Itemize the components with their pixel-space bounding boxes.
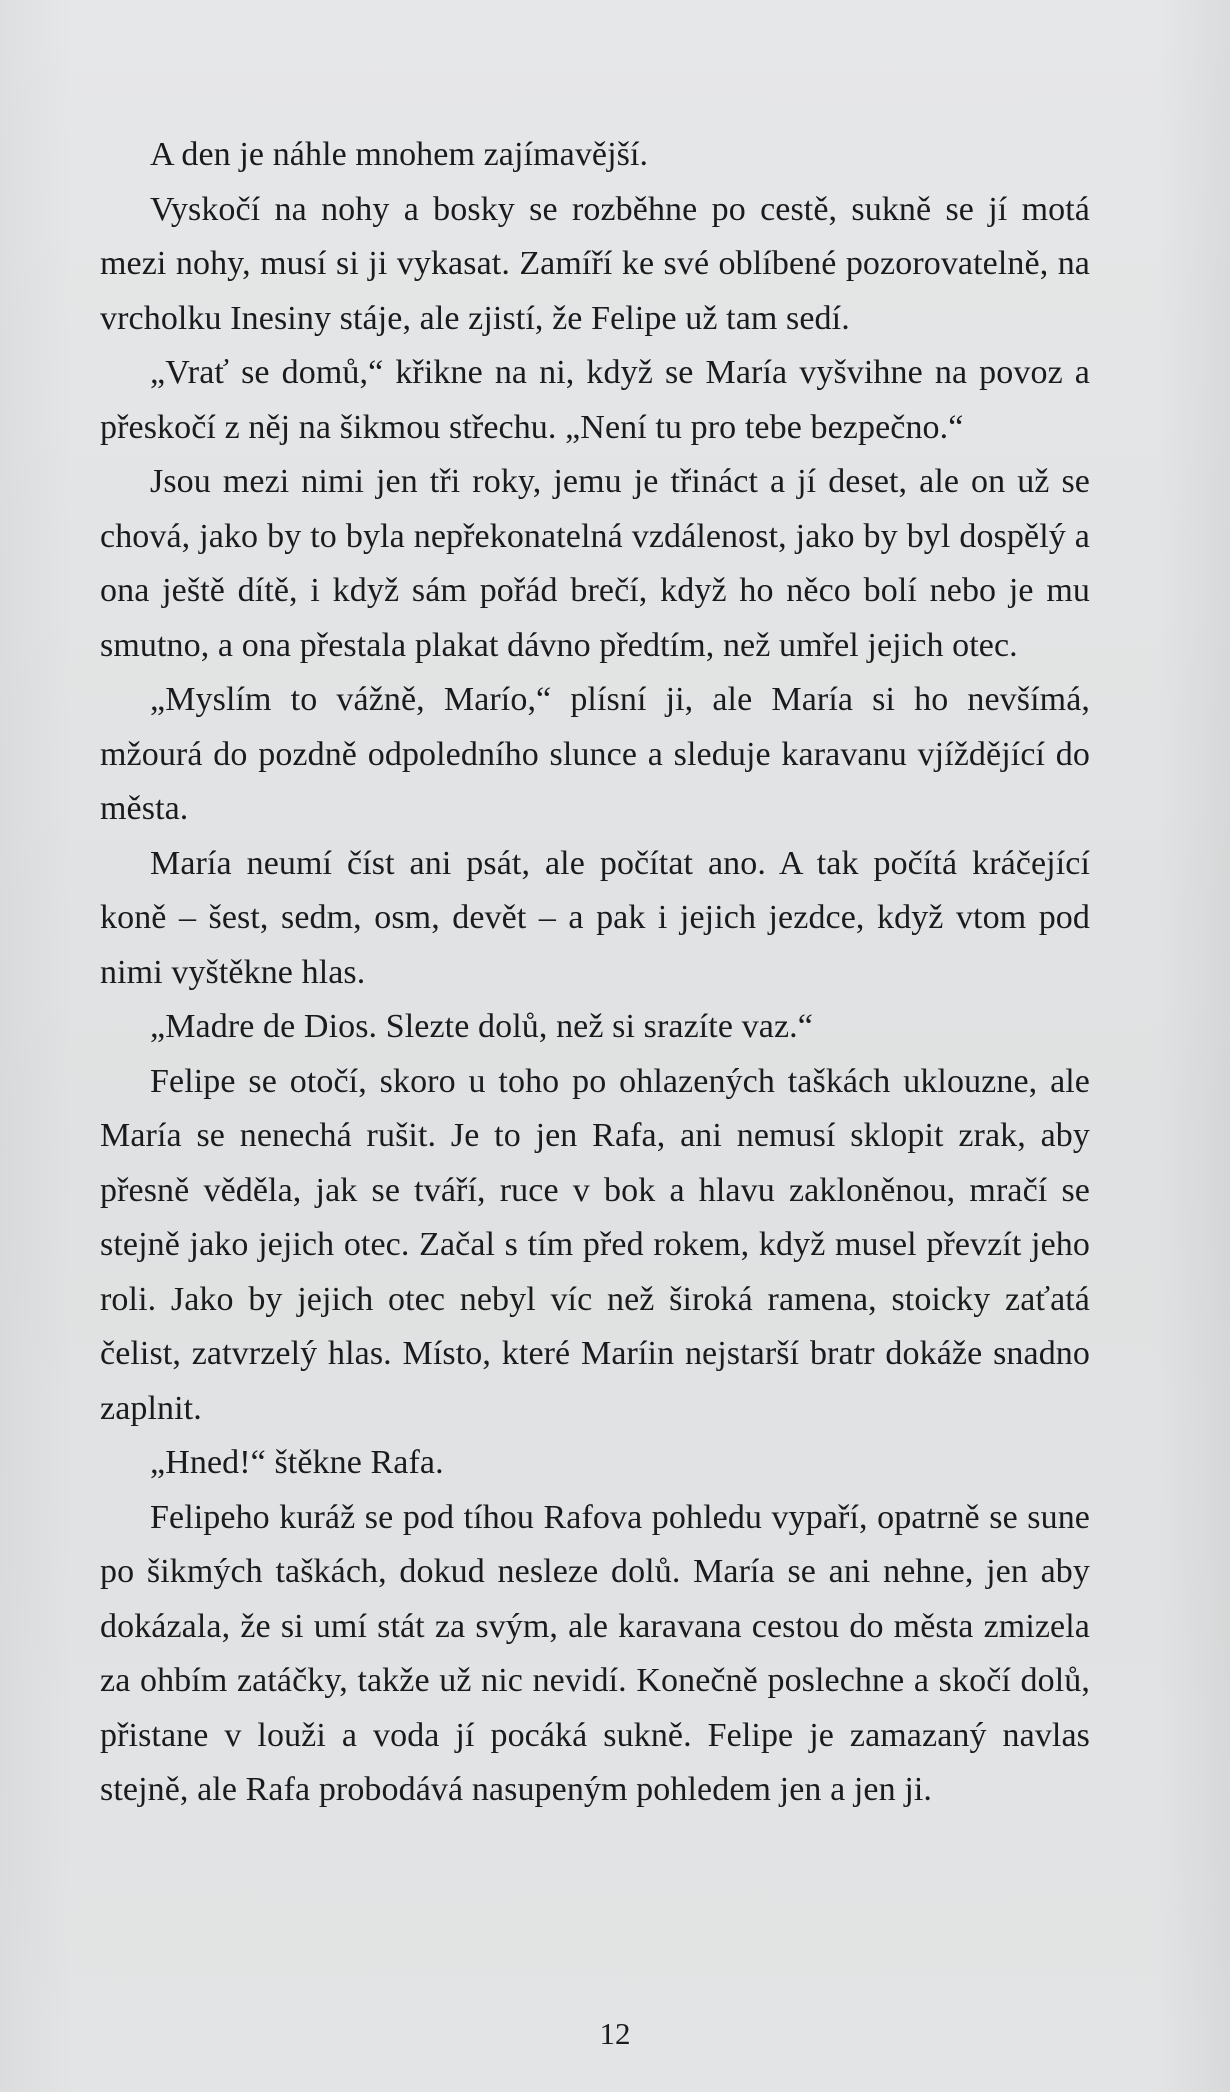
paragraph: „Hned!“ štěkne Rafa.: [150, 1444, 444, 1481]
body-text: [100, 128, 1090, 1818]
paragraph: Jsou mezi nimi jen tři roky, jemu je třináct a jí deset, ale on už se chová, jako by to byla nepřekonatelná vzdálenost, jako by byl dospělý a ona ještě dítě, i když sám pořád brečí, když ho něco bolí nebo je mu smutno, a ona přestala plakat dávno předtím, než umřel jejich otec.: [100, 463, 1090, 664]
paragraph: Vyskočí na nohy a bosky se rozběhne po cestě, sukně se jí motá mezi nohy, musí si ji vykasat. Zamíří ke své oblíbené pozorovatelně, na vrcholku Inesiny stáje, ale zjistí, že Felipe už tam sedí.: [100, 190, 1090, 337]
page-number: 12: [599, 2016, 631, 2051]
paragraph: A den je náhle mnohem zajímavější.: [150, 136, 649, 173]
paragraph: Felipeho kuráž se pod tíhou Rafova pohledu vypaří, opatrně se sune po šikmých taškách, dokud nesleze dolů. María se ani nehne, jen aby dokázala, že si umí stát za svým, ale karavana cestou do města zmizela za ohbím zatáčky, takže už nic nevidí. Konečně poslechne a skočí dolů, přistane v louži a voda jí pocáká sukně. Felipe je zamazaný navlas stejně, ale Rafa probodává nasupeným pohledem jen a jen ji.: [100, 1498, 1090, 1808]
paragraph: „Madre de Dios. Slezte dolů, než si srazíte vaz.“: [150, 1008, 813, 1045]
paragraph: Felipe se otočí, skoro u toho po ohlazených taškách uklouzne, ale María se nenechá rušit. Je to jen Rafa, ani nemusí sklopit zrak, aby přesně věděla, jak se tváří, ruce v bok a hlavu zakloněnou, mračí se stejně jako jejich otec. Začal s tím před rokem, když musel převzít jeho roli. Jako by jejich otec nebyl víc než široká ramena, stoicky zaťatá čelist, zatvrzelý hlas. Místo, které Maríin nejstarší bratr dokáže snadno zaplnit.: [100, 1062, 1090, 1427]
paragraph: María neumí číst ani psát, ale počítat ano. A tak počítá kráčející koně – šest, sedm, osm, devět – a pak i jejich jezdce, když vtom pod nimi vyštěkne hlas.: [100, 844, 1090, 991]
paragraph: „Myslím to vážně, Marío,“ plísní ji, ale María si ho nevšímá, mžourá do pozdně odpoledního slunce a sleduje karavanu vjíždějící do města.: [100, 681, 1090, 827]
paragraph: „Vrať se domů,“ křikne na ni, když se María vyšvihne na povoz a přeskočí z něj na šikmou střechu. „Není tu pro tebe bezpečno.“: [100, 354, 1090, 446]
